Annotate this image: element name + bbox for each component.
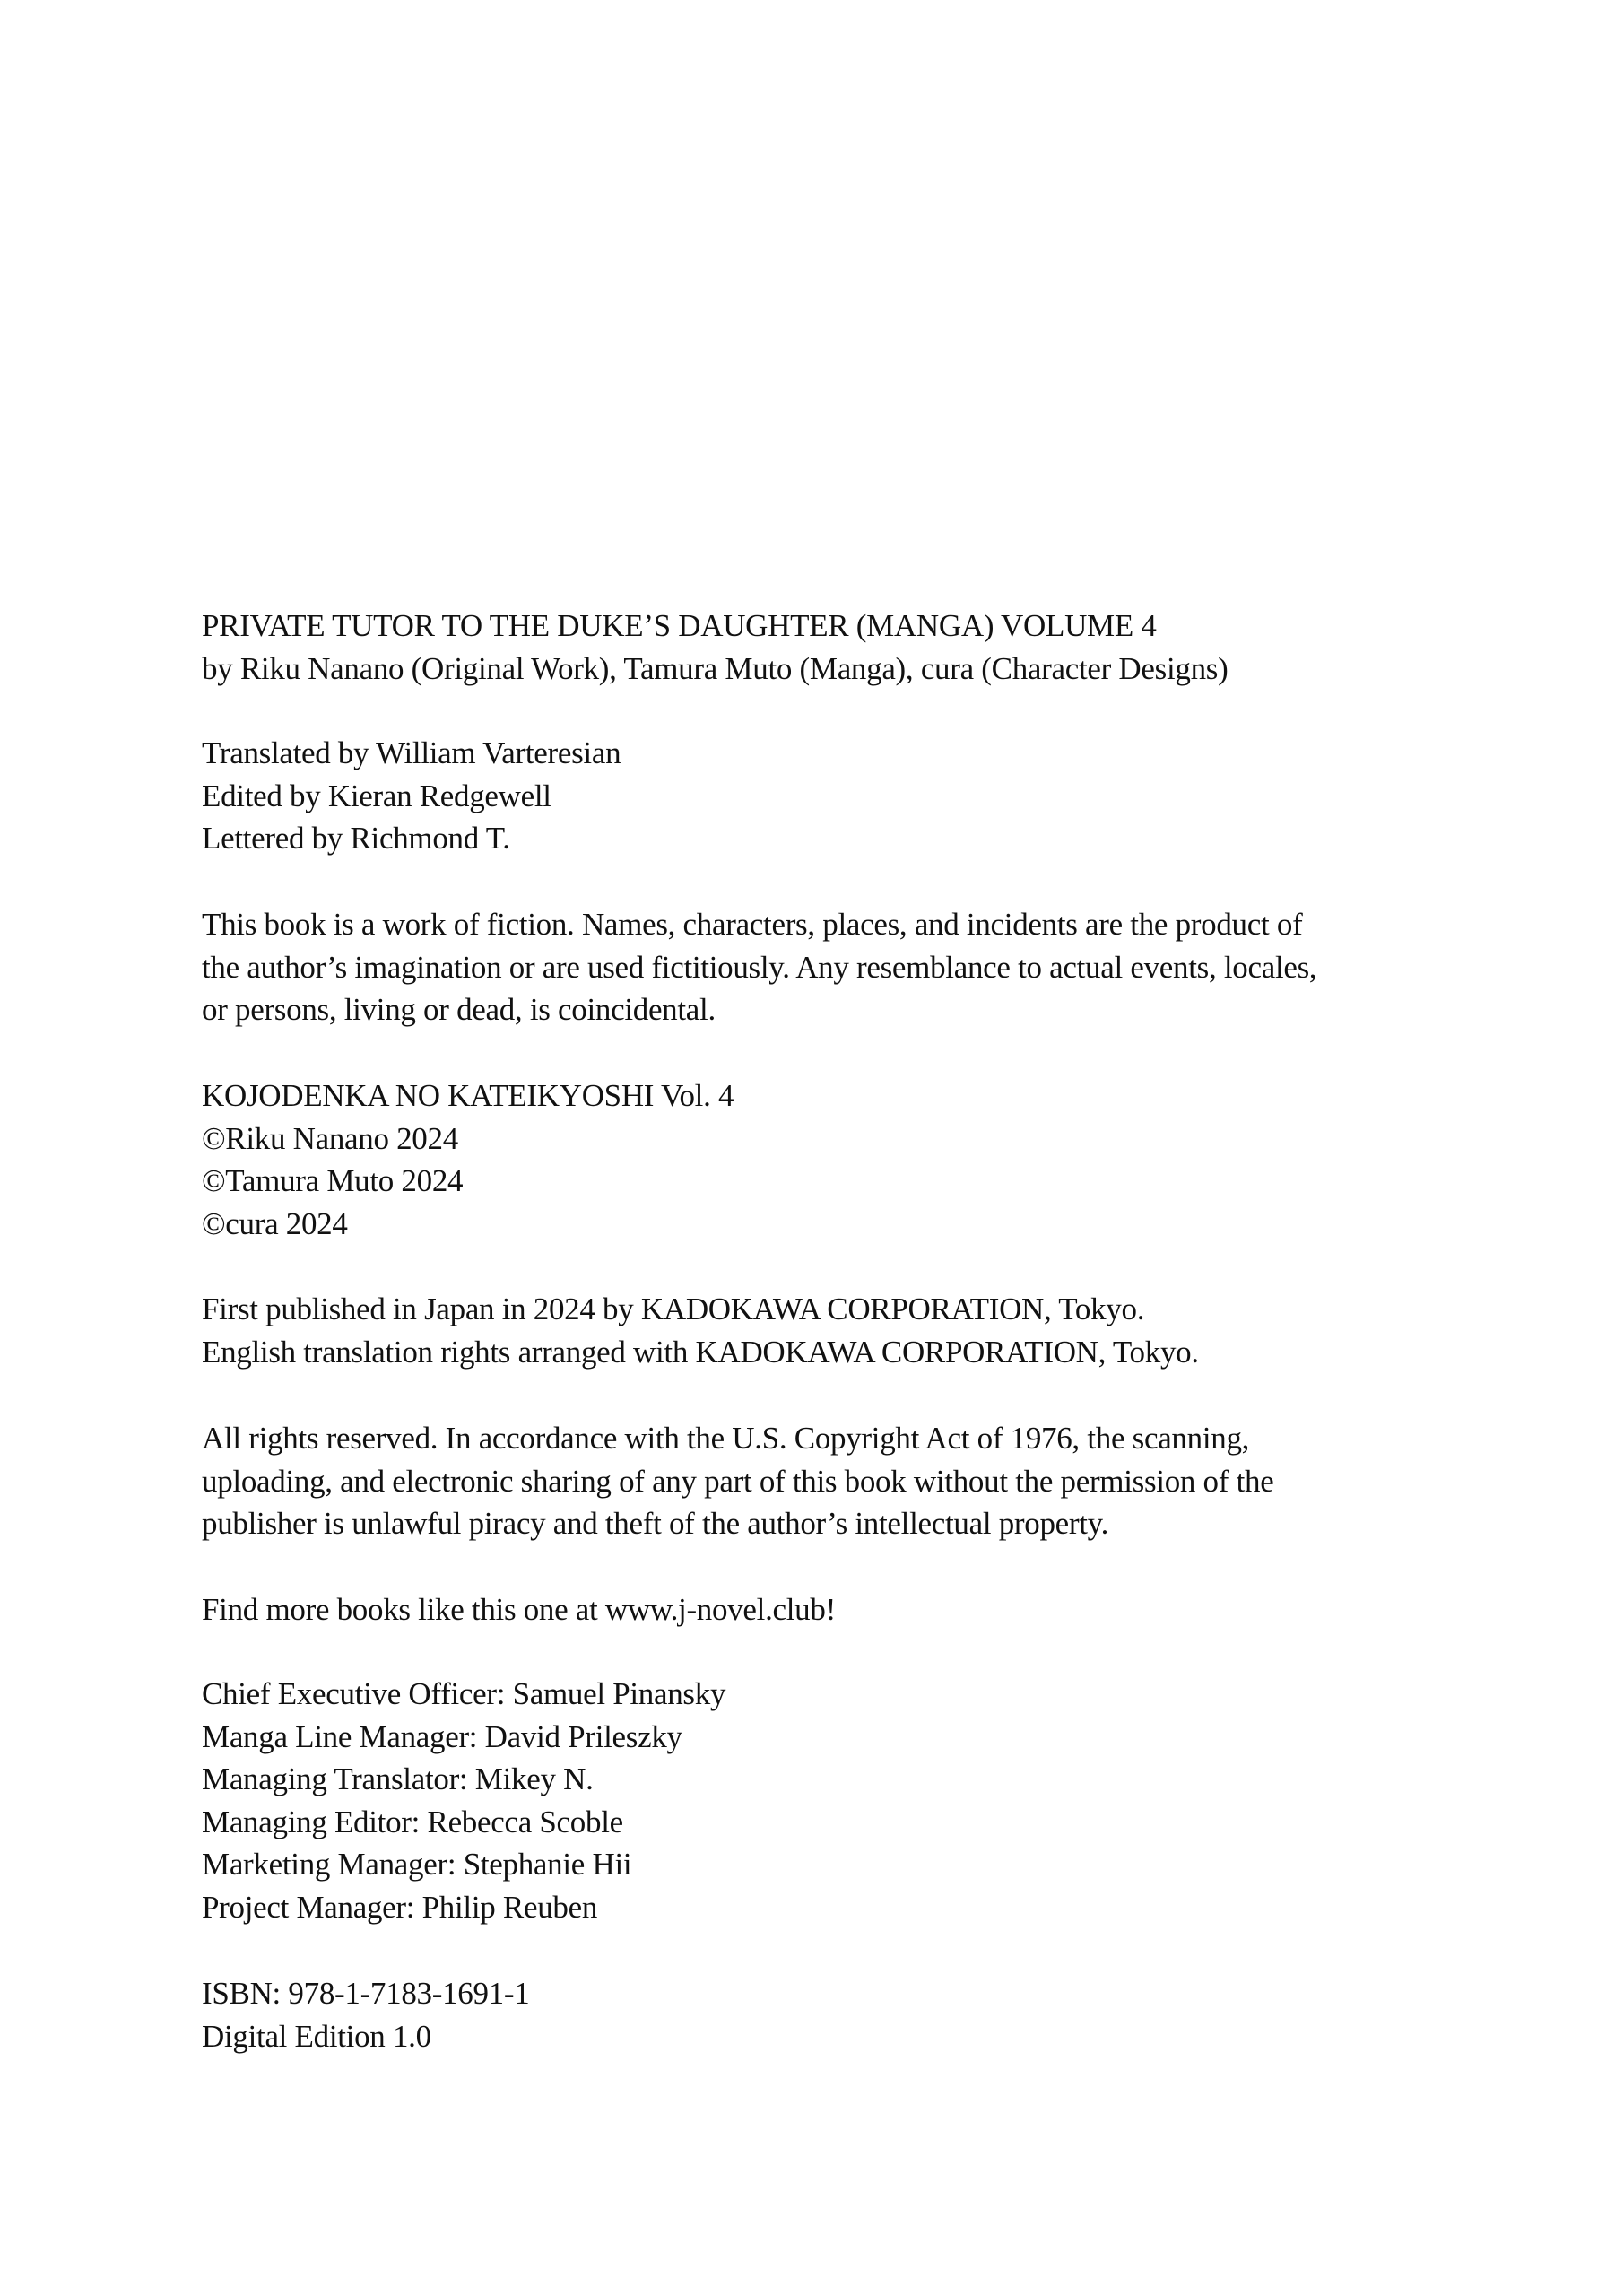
credit-letterer: Lettered by Richmond T. [202,821,510,857]
original-title: KOJODENKA NO KATEIKYOSHI Vol. 4 [202,1078,734,1113]
copyright-line: ©cura 2024 [202,1205,348,1241]
credits-block [202,732,1565,860]
staff-list [202,1673,1565,1929]
staff-item: Managing Translator: Mikey N. [202,1761,594,1797]
edition-info [202,1972,1565,2057]
find-more-block [202,1588,1565,1631]
staff-item: Chief Executive Officer: Samuel Pinansky [202,1676,726,1711]
copyright-line: ©Riku Nanano 2024 [202,1120,458,1156]
book-title: PRIVATE TUTOR TO THE DUKE’S DAUGHTER (MANGA) VOLUME 4 [202,608,1157,643]
staff-item: Marketing Manager: Stephanie Hii [202,1847,632,1883]
credit-translator: Translated by William Varteresian [202,735,621,770]
rights-line: All rights reserved. In accordance with the U.S. Copyright Act of 1976, the scanning, [202,1421,1250,1456]
find-more-text: Find more books like this one at www.j-novel.club! [202,1592,836,1627]
rights-line: uploading, and electronic sharing of any part of this book without the permission of the [202,1463,1274,1499]
isbn: ISBN: 978-1-7183-1691-1 [202,1976,530,2011]
fiction-line: This book is a work of fiction. Names, characters, places, and incidents are the product of [202,907,1303,942]
byline: by Riku Nanano (Original Work), Tamura Muto (Manga), cura (Character Designs) [202,650,1229,686]
staff-item: Manga Line Manager: David Prileszky [202,1718,682,1754]
staff-item: Managing Editor: Rebecca Scoble [202,1804,623,1839]
copyright-line: ©Tamura Muto 2024 [202,1163,464,1199]
rights-notice [202,1417,1565,1545]
credit-editor: Edited by Kieran Redgewell [202,778,551,813]
fiction-notice [202,903,1565,1031]
publication-block [202,1288,1565,1373]
fiction-line: or persons, living or dead, is coincidental. [202,992,716,1028]
staff-item: Project Manager: Philip Reuben [202,1889,598,1925]
publication-line: English translation rights arranged with KADOKAWA CORPORATION, Tokyo. [202,1334,1199,1370]
title-block [202,604,1565,690]
edition-number: Digital Edition 1.0 [202,2018,431,2054]
rights-line: publisher is unlawful piracy and theft of the author’s intellectual property. [202,1506,1109,1542]
fiction-line: the author’s imagination or are used fictitiously. Any resemblance to actual events, locales, [202,949,1317,985]
original-edition-block [202,1074,1565,1245]
publication-line: First published in Japan in 2024 by KADOKAWA CORPORATION, Tokyo. [202,1292,1145,1326]
